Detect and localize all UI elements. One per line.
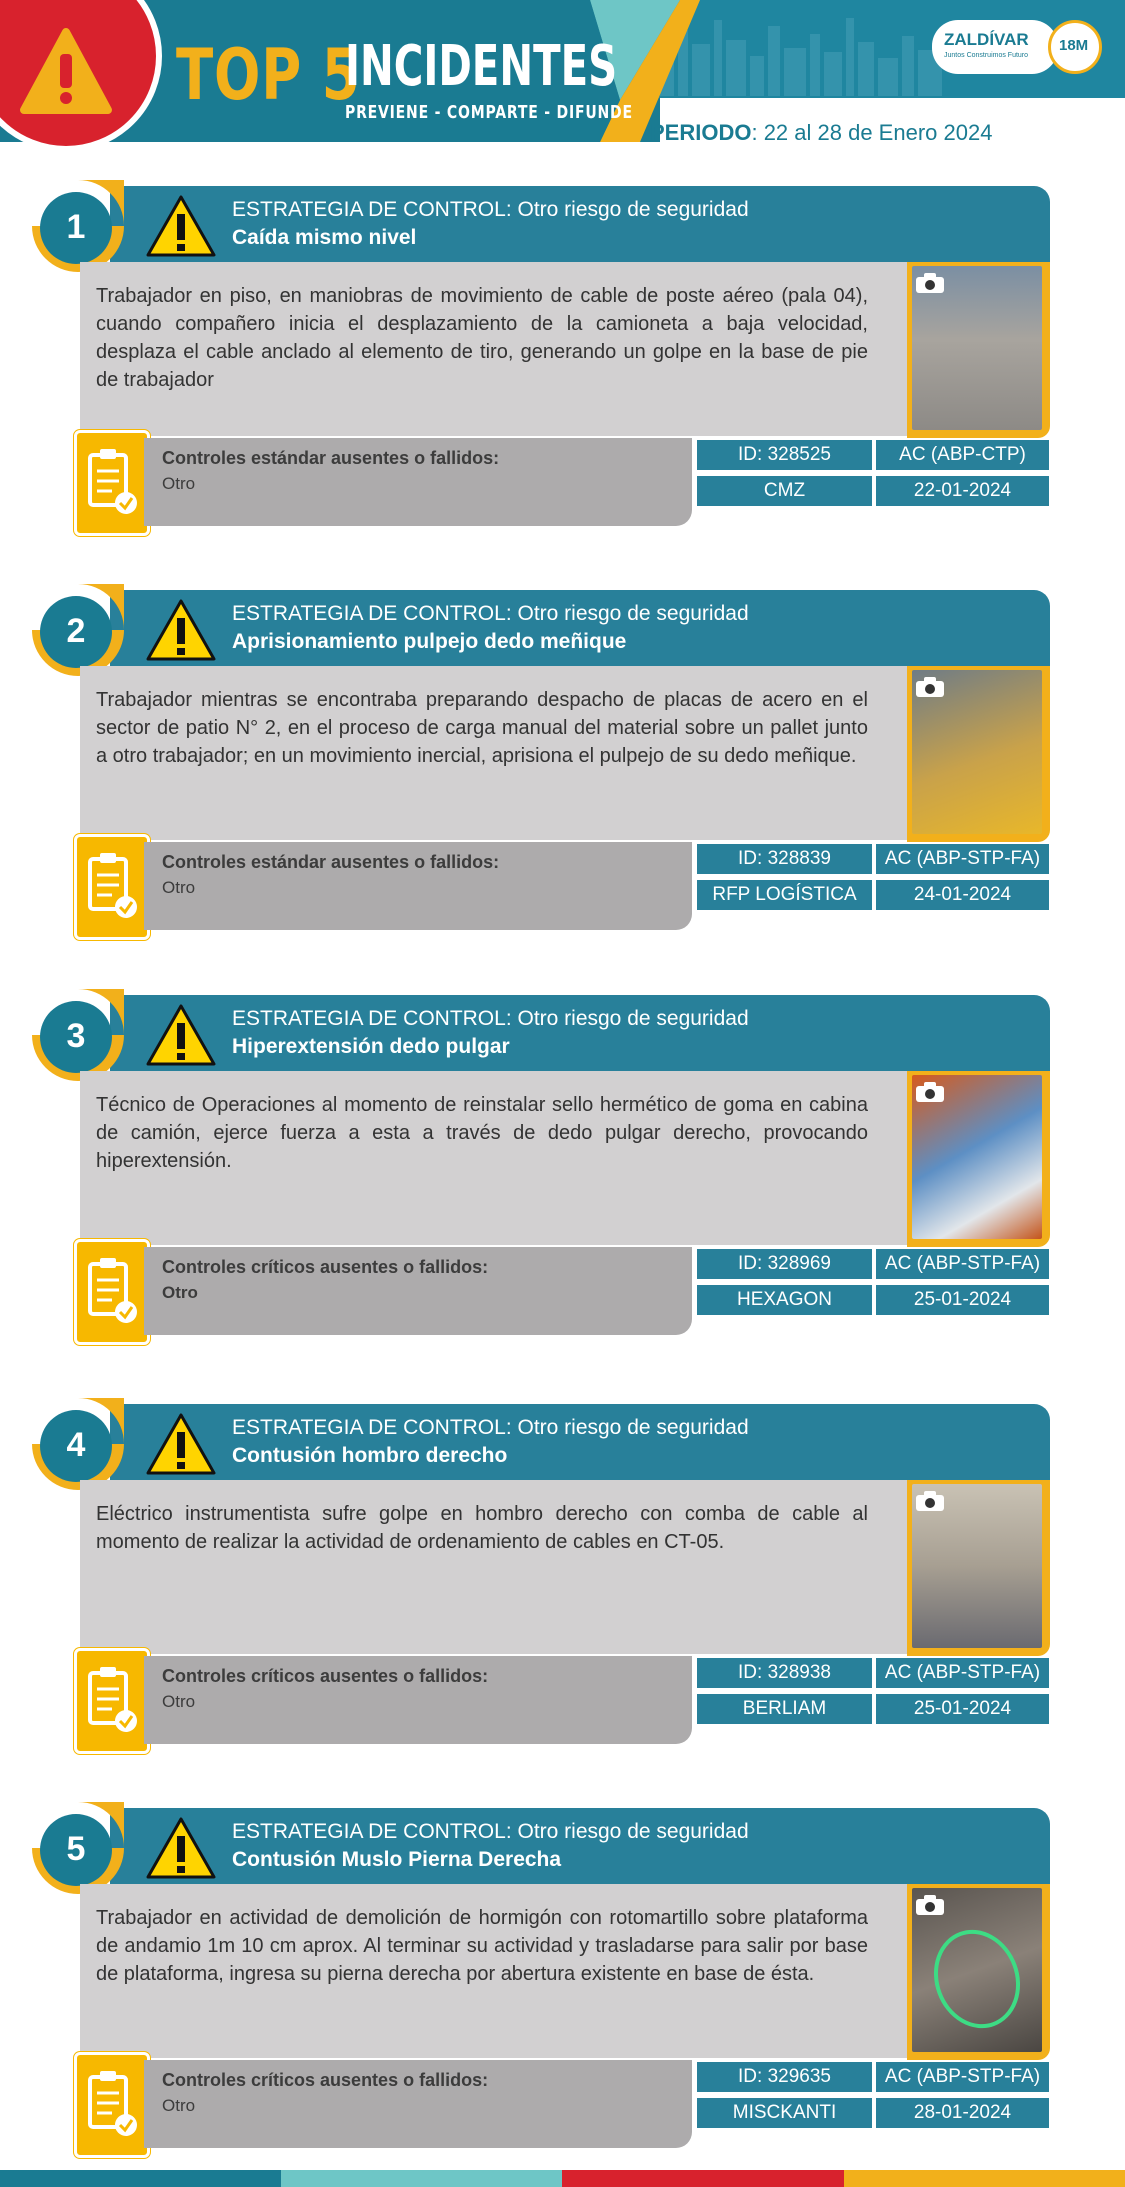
checklist-icon bbox=[86, 851, 138, 923]
camera-icon bbox=[915, 1894, 945, 1916]
incident-company: RFP LOGÍSTICA bbox=[697, 880, 872, 910]
incident-card bbox=[0, 1404, 1125, 1764]
incident-ac: AC (ABP-STP-FA) bbox=[876, 1249, 1049, 1279]
incident-title: Hiperextensión dedo pulgar bbox=[232, 1035, 510, 1058]
incident-date: 22-01-2024 bbox=[876, 476, 1049, 506]
checklist-icon bbox=[86, 447, 138, 519]
incident-number: 2 bbox=[66, 612, 86, 650]
company-logo bbox=[932, 20, 1058, 74]
incident-photo[interactable] bbox=[907, 1071, 1050, 1247]
incident-photo[interactable] bbox=[907, 1884, 1050, 2060]
incident-date: 25-01-2024 bbox=[876, 1694, 1049, 1724]
footer-strip-red bbox=[562, 2170, 844, 2187]
control-strategy: ESTRATEGIA DE CONTROL: Otro riesgo de seguridad bbox=[232, 198, 749, 221]
incident-title: Aprisionamiento pulpejo dedo meñique bbox=[232, 630, 627, 653]
footer-strip-yellow bbox=[844, 2170, 1125, 2187]
clipboard-badge bbox=[74, 2052, 150, 2158]
incident-company: MISCKANTI bbox=[697, 2098, 872, 2128]
incident-card bbox=[0, 590, 1125, 950]
incident-ac: AC (ABP-CTP) bbox=[876, 440, 1049, 470]
checklist-icon bbox=[86, 1665, 138, 1737]
warning-triangle-icon bbox=[145, 598, 217, 662]
incident-number: 1 bbox=[66, 208, 86, 246]
controls-label: Controles críticos ausentes o fallidos: bbox=[162, 2070, 489, 2090]
control-strategy: ESTRATEGIA DE CONTROL: Otro riesgo de seguridad bbox=[232, 1007, 749, 1030]
controls-value: Otro bbox=[162, 474, 196, 493]
camera-icon bbox=[915, 1081, 945, 1103]
controls-value: Otro bbox=[162, 878, 196, 897]
controls-value: Otro bbox=[162, 1692, 196, 1711]
incident-photo[interactable] bbox=[907, 262, 1050, 438]
periodo-label: PERIODO bbox=[650, 120, 752, 145]
logo-text: ZALDÍVAR bbox=[944, 30, 1029, 49]
incident-card bbox=[0, 1808, 1125, 2168]
control-strategy: ESTRATEGIA DE CONTROL: Otro riesgo de seguridad bbox=[232, 602, 749, 625]
incident-id: ID: 328969 bbox=[697, 1249, 872, 1279]
incident-id: ID: 328839 bbox=[697, 844, 872, 874]
logo-tagline: Juntos Construimos Futuro bbox=[944, 52, 1029, 59]
footer-strip-aqua bbox=[281, 2170, 562, 2187]
incident-ac: AC (ABP-STP-FA) bbox=[876, 2062, 1049, 2092]
checklist-icon bbox=[86, 1256, 138, 1328]
incident-date: 24-01-2024 bbox=[876, 880, 1049, 910]
incident-title: Caída mismo nivel bbox=[232, 226, 417, 249]
controls-label: Controles estándar ausentes o fallidos: bbox=[162, 852, 500, 872]
incident-photo[interactable] bbox=[907, 666, 1050, 842]
warning-triangle-icon bbox=[145, 1003, 217, 1067]
incident-card bbox=[0, 995, 1125, 1355]
controls-label: Controles estándar ausentes o fallidos: bbox=[162, 448, 500, 468]
incident-description: Trabajador mientras se encontraba preparando despacho de placas de acero en el sector de patio N° 2, en el proceso de carga manual del material sobre un pallet junto a otro trabajador; en un movimiento inercial, aprisiona el pulpejo de su dedo meñique. bbox=[96, 689, 868, 767]
incident-id: ID: 328525 bbox=[697, 440, 872, 470]
highlight-ellipse-icon bbox=[927, 1924, 1027, 2034]
title-incidentes: INCIDENTES bbox=[345, 34, 618, 99]
clipboard-badge bbox=[74, 1648, 150, 1754]
checklist-icon bbox=[86, 2069, 138, 2141]
camera-icon bbox=[915, 1490, 945, 1512]
periodo-value: : 22 al 28 de Enero 2024 bbox=[751, 120, 993, 145]
incident-number: 3 bbox=[66, 1017, 86, 1055]
warning-triangle-icon bbox=[145, 1816, 217, 1880]
incident-company: BERLIAM bbox=[697, 1694, 872, 1724]
badge-text: 18M bbox=[1059, 37, 1089, 54]
controls-label: Controles críticos ausentes o fallidos: bbox=[162, 1666, 489, 1686]
incident-number: 4 bbox=[66, 1426, 86, 1464]
incident-title: Contusión Muslo Pierna Derecha bbox=[232, 1848, 562, 1871]
title-top5: TOP 5 bbox=[176, 34, 361, 116]
clipboard-badge bbox=[74, 1239, 150, 1345]
incident-number: 5 bbox=[66, 1830, 86, 1868]
control-strategy: ESTRATEGIA DE CONTROL: Otro riesgo de seguridad bbox=[232, 1416, 749, 1439]
controls-value: Otro bbox=[162, 1283, 198, 1302]
camera-icon bbox=[915, 272, 945, 294]
incident-date: 28-01-2024 bbox=[876, 2098, 1049, 2128]
incident-company: CMZ bbox=[697, 476, 872, 506]
incident-company: HEXAGON bbox=[697, 1285, 872, 1315]
periodo bbox=[650, 120, 992, 146]
incident-description: Trabajador en piso, en maniobras de movimiento de cable de poste aéreo (pala 04), cuando compañero inicia el desplazamiento de la camioneta a baja velocidad, desplaza el cable anclado al elemento de tiro, generando un golpe en la base de pie de trabajador bbox=[96, 285, 868, 391]
clipboard-badge bbox=[74, 834, 150, 940]
incident-title: Contusión hombro derecho bbox=[232, 1444, 508, 1467]
anniversary-badge bbox=[1048, 20, 1102, 74]
warning-triangle-icon bbox=[145, 194, 217, 258]
controls-label: Controles críticos ausentes o fallidos: bbox=[162, 1257, 489, 1277]
warning-triangle-icon bbox=[18, 26, 114, 116]
footer-strip-teal bbox=[0, 2170, 281, 2187]
warning-triangle-icon bbox=[145, 1412, 217, 1476]
incident-photo[interactable] bbox=[907, 1480, 1050, 1656]
clipboard-badge bbox=[74, 430, 150, 536]
camera-icon bbox=[915, 676, 945, 698]
controls-value: Otro bbox=[162, 2096, 196, 2115]
incident-description: Técnico de Operaciones al momento de reinstalar sello hermético de goma en cabina de camión, ejerce fuerza a esta a través de dedo pulgar derecho, provocando hiperextensión. bbox=[96, 1094, 868, 1172]
incident-id: ID: 328938 bbox=[697, 1658, 872, 1688]
incident-description: Eléctrico instrumentista sufre golpe en hombro derecho con comba de cable al momento de realizar la actividad de ordenamiento de cables en CT-05. bbox=[96, 1503, 868, 1553]
incident-card bbox=[0, 186, 1125, 546]
incident-id: ID: 329635 bbox=[697, 2062, 872, 2092]
incident-date: 25-01-2024 bbox=[876, 1285, 1049, 1315]
control-strategy: ESTRATEGIA DE CONTROL: Otro riesgo de seguridad bbox=[232, 1820, 749, 1843]
incident-description: Trabajador en actividad de demolición de hormigón con rotomartillo sobre plataforma de andamio 1m 10 cm aprox. Al terminar su actividad y trasladarse para salir por base de plataforma, ingresa su pierna derecha por abertura existente en base de ésta. bbox=[96, 1907, 868, 1985]
incident-ac: AC (ABP-STP-FA) bbox=[876, 844, 1049, 874]
incident-ac: AC (ABP-STP-FA) bbox=[876, 1658, 1049, 1688]
header-subtitle: PREVIENE - COMPARTE - DIFUNDE bbox=[345, 102, 633, 123]
